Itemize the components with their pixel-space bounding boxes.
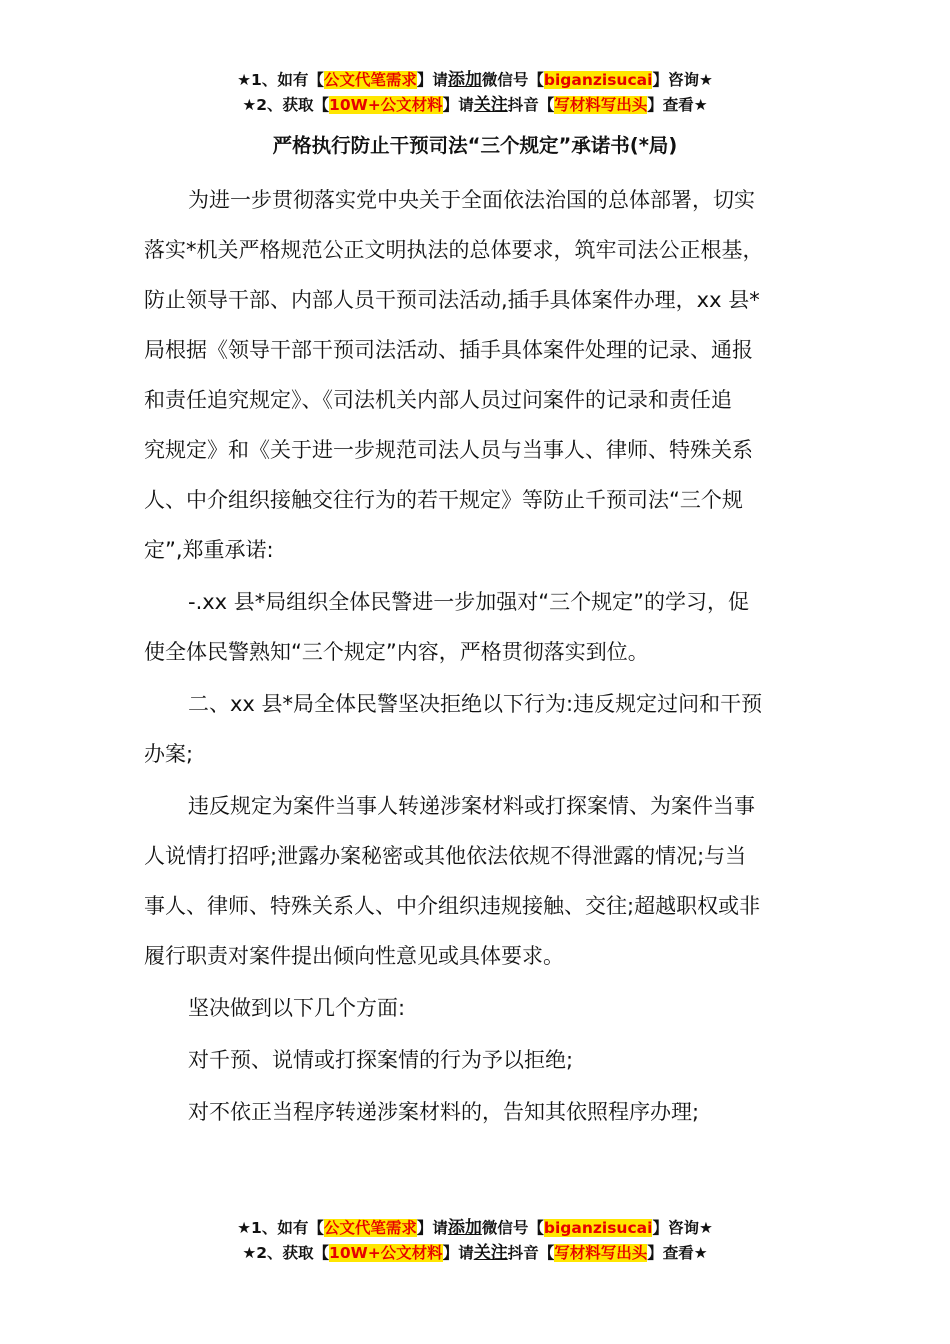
- banner-line-1: [0, 68, 950, 93]
- highlight-text: 公文代笔需求: [323, 1219, 417, 1237]
- banner-text: 】请: [442, 96, 474, 114]
- banner-line-2: [0, 1241, 950, 1266]
- banner-text: 】查看★: [647, 1244, 708, 1262]
- highlight-text: 写材料写出头: [554, 96, 648, 114]
- text-line: 防止领导干部、内部人员干预司法活动,插手具体案件办理，xx 县*: [144, 288, 760, 312]
- text-line: 和责任追究规定》、《司法机关内部人员过问案件的记录和责任追: [144, 388, 732, 412]
- paragraph: [144, 983, 812, 1033]
- highlight-text: 10W+公文材料: [329, 1244, 443, 1262]
- text-line: 使全体民警熟知“三个规定”内容，严格贯彻落实到位。: [144, 640, 649, 664]
- text-line: 为进一步贯彻落实党中央关于全面依法治国的总体部署，切实: [188, 188, 755, 212]
- banner-text: 】咨询★: [652, 71, 713, 89]
- banner-line-1: [0, 1216, 950, 1241]
- text-line: -.xx 县*局组织全体民警进一步加强对“三个规定”的学习，促: [188, 590, 750, 614]
- paragraph: [144, 1087, 812, 1137]
- text-line: 履行职责对案件提出倾向性意见或具体要求。: [144, 944, 564, 968]
- paragraph: [144, 679, 812, 779]
- header-banner: [0, 68, 950, 118]
- document-title: 严格执行防止干预司法“三个规定”承诺书(*局): [272, 134, 678, 157]
- banner-text: 】咨询★: [652, 1219, 713, 1237]
- banner-text: 微信号【: [481, 1219, 544, 1237]
- text-line: 定”,郑重承诺:: [144, 538, 274, 562]
- emphasis-text: 关注: [473, 95, 508, 115]
- text-line: 办案;: [144, 742, 194, 766]
- banner-text: ★2、获取【: [242, 96, 330, 114]
- highlight-text: biganzisucai: [543, 71, 653, 89]
- paragraph: [144, 781, 812, 981]
- emphasis-text: 添加: [447, 70, 482, 90]
- paragraph: [144, 1035, 812, 1085]
- text-line: 究规定》和《关于进一步规范司法人员与当事人、律师、特殊关系: [144, 438, 753, 462]
- banner-text: 抖音【: [507, 1244, 555, 1262]
- banner-text: 抖音【: [507, 96, 555, 114]
- document-body: [144, 175, 812, 1139]
- highlight-text: 写材料写出头: [554, 1244, 648, 1262]
- banner-text: ★1、如有【: [237, 1219, 324, 1237]
- banner-text: 】查看★: [647, 96, 708, 114]
- text-line: 人说情打招呼;泄露办案秘密或其他依法依规不得泄露的情况;与当: [144, 844, 747, 868]
- text-line: 对不依正当程序转递涉案材料的，告知其依照程序办理;: [188, 1100, 700, 1124]
- banner-text: ★2、获取【: [242, 1244, 330, 1262]
- highlight-text: 10W+公文材料: [329, 96, 443, 114]
- text-line: 违反规定为案件当事人转递涉案材料或打探案情、为案件当事: [188, 794, 755, 818]
- text-line: 对千预、说情或打探案情的行为予以拒绝;: [188, 1048, 574, 1072]
- emphasis-text: 添加: [447, 1218, 482, 1238]
- banner-text: 】请: [442, 1244, 474, 1262]
- text-line: 事人、律师、特殊关系人、中介组织违规接触、交往;超越职权或非: [144, 894, 761, 918]
- emphasis-text: 关注: [473, 1243, 508, 1263]
- text-line: 落实*机关严格规范公正文明执法的总体要求，筑牢司法公正根基，: [144, 238, 764, 262]
- banner-text: 】请: [416, 71, 448, 89]
- text-line: 人、中介组织接触交往行为的若干规定》等防止千预司法“三个规: [144, 488, 743, 512]
- text-line: 坚决做到以下几个方面:: [188, 996, 406, 1020]
- text-line: 局根据《领导干部干预司法活动、插手具体案件处理的记录、通报: [144, 338, 753, 362]
- banner-text: 微信号【: [481, 71, 544, 89]
- paragraph: [144, 577, 812, 677]
- text-line: 二、xx 县*局全体民警坚决拒绝以下行为:违反规定过问和干预: [188, 692, 763, 716]
- highlight-text: 公文代笔需求: [323, 71, 417, 89]
- paragraph: [144, 175, 812, 575]
- banner-text: 】请: [416, 1219, 448, 1237]
- footer-banner: [0, 1216, 950, 1266]
- highlight-text: biganzisucai: [543, 1219, 653, 1237]
- banner-line-2: [0, 93, 950, 118]
- banner-text: ★1、如有【: [237, 71, 324, 89]
